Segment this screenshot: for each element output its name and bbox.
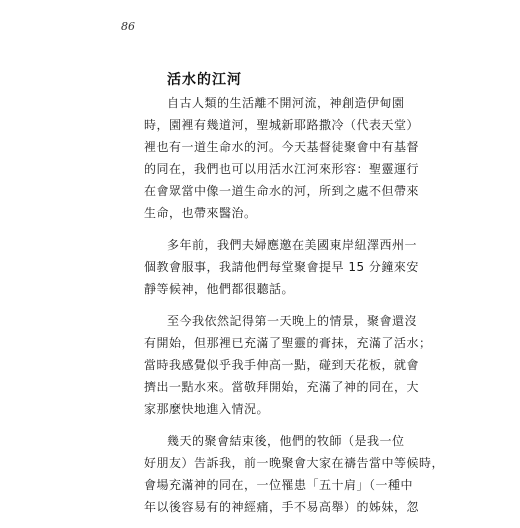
text-line: 裡也有一道生命水的河。今天基督徒聚會中有基督 [144,140,420,154]
text-line: 自古人類的生活離不開河流，神創造伊甸園 [167,96,405,110]
paragraph-2 [144,234,419,300]
section-title: 活水的江河 [167,72,242,88]
text-line: 當時我感覺似乎我手伸高一點，碰到天花板，就會 [144,358,420,372]
text-line: 好朋友）告訴我，前一晚聚會大家在禱告當中等候時， [144,456,445,470]
text-line: 至今我依然記得第一天晚上的情景，聚會還沒 [167,314,418,328]
text-line: 的同在，我們也可以用活水江河來形容：聖靈運行 [144,162,420,176]
text-line: 會場充滿神的同在，一位罹患「五十肩」（一種中 [144,478,414,492]
paragraph-3 [144,310,432,420]
text-line: 年以後容易有的神經痛，手不易高舉）的姊妹，忽 [144,500,420,514]
text-line: 幾天的聚會結束後，他們的牧師（是我一位 [167,434,405,448]
text-line: 擠出一點水來。當敬拜開始，充滿了神的同在，大 [144,380,420,394]
paragraph-1 [144,92,420,224]
text-line: 在會眾當中像一道生命水的河，所到之處不但帶來 [144,184,420,198]
text-line: 生命，也帶來醫治。 [144,206,257,220]
text-line: 時，園裡有幾道河，聖城新耶路撒冷（代表天堂） [144,118,420,132]
paragraph-4 [144,430,445,518]
text-line: 家那麼快地進入情況。 [144,402,270,416]
text-line: 有開始，但那裡已充滿了聖靈的膏抹，充滿了活水； [144,336,432,350]
text-line: 多年前，我們夫婦應邀在美國東岸紐澤西州一 [167,238,418,252]
page-number: 86 [121,20,135,33]
text-line: 靜等候神，他們都很聽話。 [144,282,295,296]
body-text [144,92,445,528]
text-line: 個教會服事，我請他們每堂聚會提早 15 分鐘來安 [144,260,419,274]
